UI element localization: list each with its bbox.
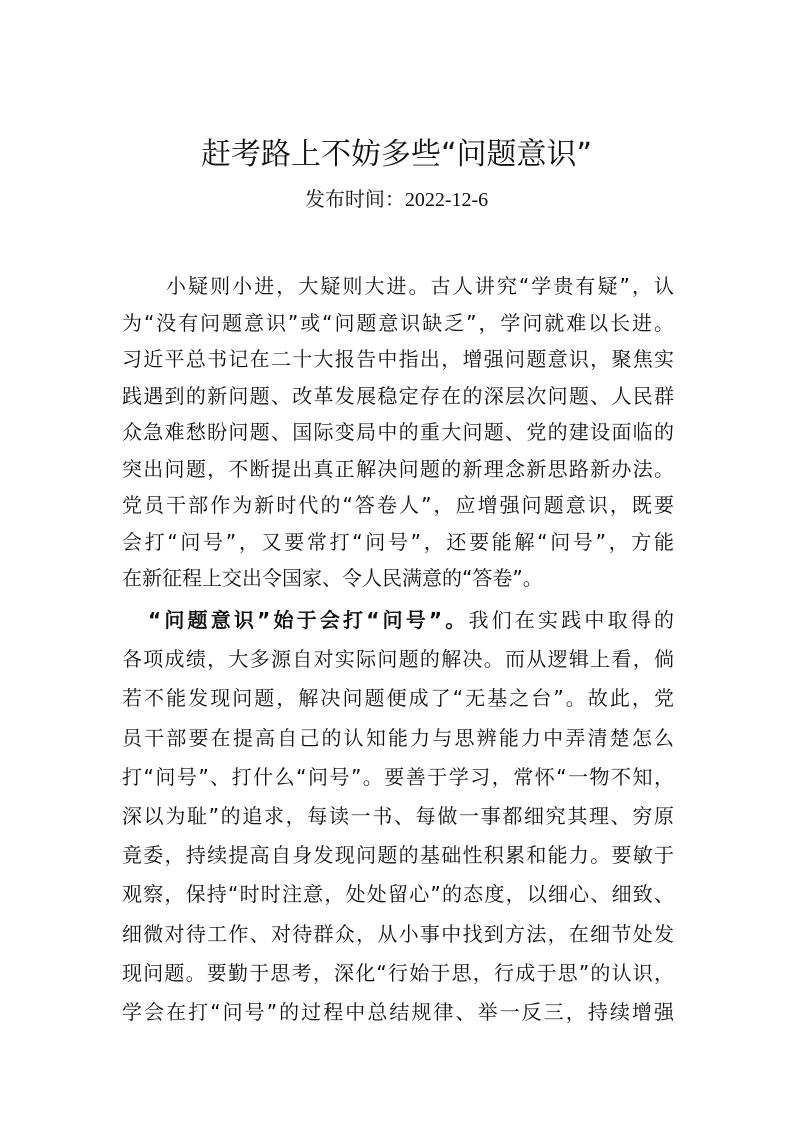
text-line: 为“没有问题意识”或“问题意识缺乏”，学问就难以长进。 xyxy=(122,310,674,335)
paragraph-2 xyxy=(122,601,674,1032)
text-line: 观察，保持“时时注意，处处留心”的态度，以细心、细致、 xyxy=(122,882,674,907)
text-line: 习近平总书记在二十大报告中指出，增强问题意识，聚焦实 xyxy=(122,347,674,371)
text-line: 学会在打“问号”的过程中总结规律、举一反三，持续增强 xyxy=(122,999,674,1024)
text-line: 各项成绩，大多源自对实际问题的解决。而从逻辑上看，倘 xyxy=(122,647,674,672)
text-line: 众急难愁盼问题、国际变局中的重大问题、党的建设面临的 xyxy=(122,420,674,444)
publish-date: 发布时间：2022-12-6 xyxy=(304,189,489,211)
section-heading: “问题意识”始于会打“问号”。 xyxy=(148,608,469,632)
text-line: 若不能发现问题，解决问题便成了“无基之台”。故此，党 xyxy=(122,686,674,711)
text-line: 深以为耻”的追求，每读一书、每做一事都细究其理、穷原 xyxy=(122,803,674,828)
text-line: 党员干部作为新时代的“答卷人”，应增强问题意识，既要 xyxy=(122,493,674,517)
text-line: 竟委，持续提高自身发现问题的基础性积累和能力。要敏于 xyxy=(122,843,674,868)
text-line: 员干部要在提高自己的认知能力与思辨能力中弄清楚怎么 xyxy=(122,725,674,750)
article-title: 赶考路上不妨多些“问题意识” xyxy=(200,137,593,172)
text-line: 突出问题，不断提出真正解决问题的新理念新思路新办法。 xyxy=(122,456,674,481)
text-line: 践遇到的新问题、改革发展稳定存在的深层次问题、人民群 xyxy=(122,383,674,408)
text-line: 会打“问号”，又要常打“问号”，还要能解“问号”，方能 xyxy=(122,529,674,554)
text-span: 我们在实践中取得的 xyxy=(468,608,675,632)
text-line: 打“问号”、打什么“问号”。要善于学习，常怀“一物不知， xyxy=(122,764,674,789)
text-line: 小疑则小进，大疑则大进。古人讲究“学贵有疑”，认 xyxy=(166,274,674,298)
text-line: 细微对待工作、对待群众，从小事中找到方法，在细节处发 xyxy=(122,921,674,946)
text-line: 在新征程上交出令国家、令人民满意的“答卷”。 xyxy=(122,566,543,590)
text-line xyxy=(122,601,674,640)
text-line: 现问题。要勤于思考，深化“行始于思，行成于思”的认识， xyxy=(122,960,674,985)
paragraph-1 xyxy=(122,268,674,597)
